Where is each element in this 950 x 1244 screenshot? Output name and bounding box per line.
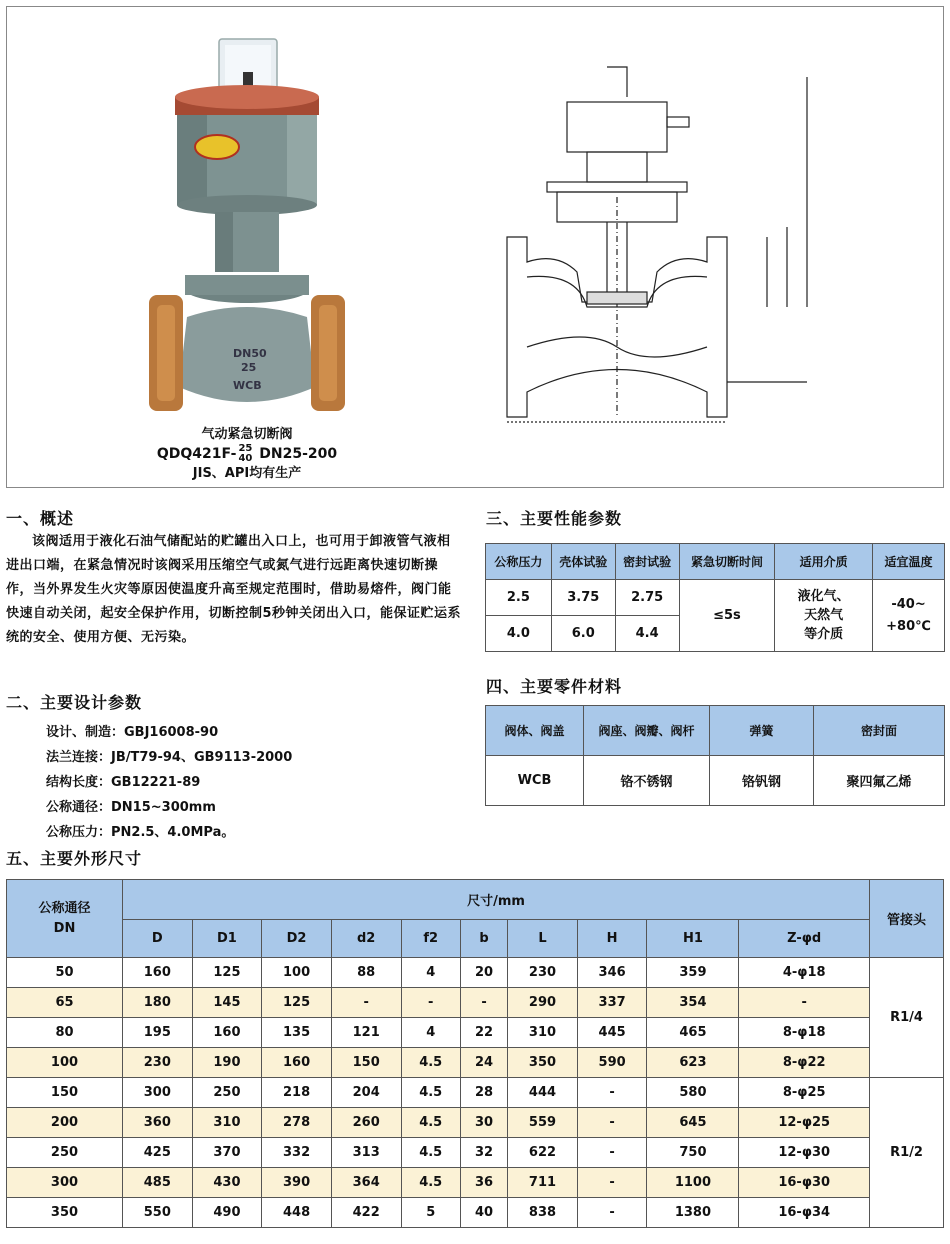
dim-col-header: D1 bbox=[192, 920, 262, 958]
dim-cell: 65 bbox=[7, 988, 123, 1018]
dim-cell: 88 bbox=[331, 958, 401, 988]
dim-cell: 28 bbox=[460, 1078, 507, 1108]
dim-cell: 204 bbox=[331, 1078, 401, 1108]
valve-photo bbox=[137, 27, 357, 427]
dim-cell: - bbox=[460, 988, 507, 1018]
body-mark-material: WCB bbox=[233, 379, 262, 392]
dim-cell: 125 bbox=[262, 988, 332, 1018]
design-item: 法兰连接：JB/T79-94、GB9113-2000 bbox=[46, 750, 293, 765]
table-row bbox=[7, 1108, 944, 1138]
dim-cell: 622 bbox=[508, 1138, 578, 1168]
dim-cell: 125 bbox=[192, 958, 262, 988]
dim-cell: 36 bbox=[460, 1168, 507, 1198]
perf-cell: 2.75 bbox=[615, 580, 679, 616]
dim-cell: 750 bbox=[647, 1138, 739, 1168]
dim-cell: 145 bbox=[192, 988, 262, 1018]
dim-cell: 300 bbox=[7, 1168, 123, 1198]
dim-cell: 360 bbox=[123, 1108, 193, 1138]
dim-cell: 16-φ30 bbox=[739, 1168, 870, 1198]
dim-cell: 711 bbox=[508, 1168, 578, 1198]
perf-cell: 2.5 bbox=[486, 580, 552, 616]
table-row bbox=[7, 958, 944, 988]
dim-cell: 430 bbox=[192, 1168, 262, 1198]
dim-cell: 150 bbox=[331, 1048, 401, 1078]
dim-cell: 135 bbox=[262, 1018, 332, 1048]
dim-cell: - bbox=[577, 1108, 647, 1138]
dim-cell: 313 bbox=[331, 1138, 401, 1168]
dim-cell: 100 bbox=[7, 1048, 123, 1078]
table-row bbox=[7, 1018, 944, 1048]
dim-cell: - bbox=[331, 988, 401, 1018]
dim-cell: 22 bbox=[460, 1018, 507, 1048]
dim-col-header: H bbox=[577, 920, 647, 958]
perf-header: 密封试验 bbox=[615, 544, 679, 580]
mat-header: 弹簧 bbox=[710, 706, 814, 756]
dim-cell: 12-φ25 bbox=[739, 1108, 870, 1138]
perf-header: 公称压力 bbox=[486, 544, 552, 580]
dim-cell: 8-φ18 bbox=[739, 1018, 870, 1048]
dim-cell: 390 bbox=[262, 1168, 332, 1198]
perf-medium: 液化气、 天然气 等介质 bbox=[775, 580, 873, 652]
dim-cell: 200 bbox=[7, 1108, 123, 1138]
perf-cell: 4.0 bbox=[486, 616, 552, 652]
perf-cut-time: ≤5s bbox=[679, 580, 775, 652]
dim-cell: 425 bbox=[123, 1138, 193, 1168]
dim-cell: 300 bbox=[123, 1078, 193, 1108]
caption-name: 气动紧急切断阀 bbox=[201, 427, 293, 442]
dim-cell: 180 bbox=[123, 988, 193, 1018]
dim-cell: 80 bbox=[7, 1018, 123, 1048]
perf-header: 适用介质 bbox=[775, 544, 873, 580]
dim-cell: 50 bbox=[7, 958, 123, 988]
dim-cell: 278 bbox=[262, 1108, 332, 1138]
dim-cell: 4.5 bbox=[401, 1108, 460, 1138]
dim-cell: - bbox=[577, 1138, 647, 1168]
dim-cell: 550 bbox=[123, 1198, 193, 1228]
dim-cell: 465 bbox=[647, 1018, 739, 1048]
dim-col-header: Z-φd bbox=[739, 920, 870, 958]
table-row bbox=[7, 1078, 944, 1108]
dim-cell: 310 bbox=[192, 1108, 262, 1138]
table-row bbox=[7, 1198, 944, 1228]
mat-header: 密封面 bbox=[814, 706, 945, 756]
dim-col-header: L bbox=[508, 920, 578, 958]
dim-cell: - bbox=[401, 988, 460, 1018]
dim-cell: 160 bbox=[123, 958, 193, 988]
perf-temp: -40~ +80℃ bbox=[873, 580, 945, 652]
perf-cell: 3.75 bbox=[551, 580, 615, 616]
design-title: 二、主要设计参数 bbox=[6, 693, 143, 712]
dim-cell: 230 bbox=[508, 958, 578, 988]
dim-cell: 485 bbox=[123, 1168, 193, 1198]
dim-cell: 1100 bbox=[647, 1168, 739, 1198]
mat-header: 阀体、阀盖 bbox=[486, 706, 584, 756]
mat-header: 阀座、阀瓣、阀杆 bbox=[584, 706, 710, 756]
dim-cell: 590 bbox=[577, 1048, 647, 1078]
dn-header: 公称通径 DN bbox=[7, 880, 123, 958]
pipe-joint-cell: R1/4 bbox=[870, 958, 944, 1078]
dim-cell: 30 bbox=[460, 1108, 507, 1138]
dim-cell: 290 bbox=[508, 988, 578, 1018]
dim-cell: 444 bbox=[508, 1078, 578, 1108]
perf-header: 壳体试验 bbox=[551, 544, 615, 580]
mat-cell: 聚四氟乙烯 bbox=[814, 756, 945, 806]
dim-cell: - bbox=[577, 1168, 647, 1198]
design-item: 设计、制造：GBJ16008-90 bbox=[46, 725, 219, 740]
table-row bbox=[7, 1048, 944, 1078]
dim-cell: 364 bbox=[331, 1168, 401, 1198]
dim-cell: 12-φ30 bbox=[739, 1138, 870, 1168]
body-mark-pn: 25 bbox=[241, 361, 257, 374]
dim-cell: 346 bbox=[577, 958, 647, 988]
dim-cell: 218 bbox=[262, 1078, 332, 1108]
dim-cell: 490 bbox=[192, 1198, 262, 1228]
design-params bbox=[46, 720, 292, 845]
dim-col-header: D2 bbox=[262, 920, 332, 958]
performance-title: 三、主要性能参数 bbox=[486, 509, 623, 528]
caption-standards: JIS、API均有生产 bbox=[192, 466, 302, 481]
dim-cell: 445 bbox=[577, 1018, 647, 1048]
dim-cell: 4.5 bbox=[401, 1168, 460, 1198]
dim-cell: 8-φ22 bbox=[739, 1048, 870, 1078]
dim-col-header: D bbox=[123, 920, 193, 958]
table-row bbox=[7, 1168, 944, 1198]
dim-col-header: H1 bbox=[647, 920, 739, 958]
overview-title: 一、概述 bbox=[6, 509, 75, 528]
dim-cell: - bbox=[739, 988, 870, 1018]
overview-text: 该阀适用于液化石油气储配站的贮罐出入口上，也可用于卸液管气液相进出口端，在紧急情况时该阀采用压缩空气或氮气进行远距离快速切断操作，当外界发生火灾等原因使温度升高至规定范围时，借助易熔件，阀门能快速自动关闭，起安全保护作用，切断控制5秒钟关闭出入口，能保证贮运系统的安全、使用方便、无污染。 bbox=[6, 534, 462, 645]
dim-cell: 230 bbox=[123, 1048, 193, 1078]
dim-cell: 24 bbox=[460, 1048, 507, 1078]
dim-cell: 100 bbox=[262, 958, 332, 988]
table-row bbox=[7, 988, 944, 1018]
dim-cell: 40 bbox=[460, 1198, 507, 1228]
dim-col-header: b bbox=[460, 920, 507, 958]
dim-cell: 332 bbox=[262, 1138, 332, 1168]
dim-cell: 20 bbox=[460, 958, 507, 988]
caption-model: QDQ421F- 25 40 DN25-200 bbox=[156, 443, 338, 464]
dim-cell: 16-φ34 bbox=[739, 1198, 870, 1228]
design-item: 公称通径：DN15~300mm bbox=[46, 800, 216, 815]
dim-cell: 160 bbox=[192, 1018, 262, 1048]
perf-header: 适宜温度 bbox=[873, 544, 945, 580]
dim-cell: - bbox=[577, 1078, 647, 1108]
dim-cell: 838 bbox=[508, 1198, 578, 1228]
dim-cell: 121 bbox=[331, 1018, 401, 1048]
dim-cell: 8-φ25 bbox=[739, 1078, 870, 1108]
dim-cell: 150 bbox=[7, 1078, 123, 1108]
size-header: 尺寸/mm bbox=[123, 880, 870, 920]
dim-cell: 4 bbox=[401, 1018, 460, 1048]
dim-cell: 195 bbox=[123, 1018, 193, 1048]
dim-cell: 250 bbox=[7, 1138, 123, 1168]
dim-cell: 190 bbox=[192, 1048, 262, 1078]
performance-table bbox=[485, 543, 945, 652]
mat-cell: 铬钒钢 bbox=[710, 756, 814, 806]
dim-cell: 354 bbox=[647, 988, 739, 1018]
dim-cell: 448 bbox=[262, 1198, 332, 1228]
perf-cell: 6.0 bbox=[551, 616, 615, 652]
dim-cell: 4.5 bbox=[401, 1078, 460, 1108]
figure-box bbox=[6, 6, 944, 488]
dim-cell: 160 bbox=[262, 1048, 332, 1078]
perf-cell: 4.4 bbox=[615, 616, 679, 652]
dimensions-title: 五、主要外形尺寸 bbox=[6, 849, 143, 868]
perf-header: 紧急切断时间 bbox=[679, 544, 775, 580]
dim-cell: 350 bbox=[508, 1048, 578, 1078]
dim-cell: 4.5 bbox=[401, 1048, 460, 1078]
dim-cell: 645 bbox=[647, 1108, 739, 1138]
dim-cell: 4 bbox=[401, 958, 460, 988]
model-fraction: 25 40 bbox=[238, 443, 253, 464]
dim-cell: 559 bbox=[508, 1108, 578, 1138]
pipe-joint-cell: R1/2 bbox=[870, 1078, 944, 1228]
dim-cell: 4-φ18 bbox=[739, 958, 870, 988]
dim-cell: 32 bbox=[460, 1138, 507, 1168]
pipe-header: 管接头 bbox=[870, 880, 944, 958]
body-mark-dn: DN50 bbox=[233, 347, 267, 360]
technical-drawing bbox=[487, 47, 817, 437]
mat-cell: 铬不锈钢 bbox=[584, 756, 710, 806]
materials-table bbox=[485, 705, 945, 806]
dim-cell: 5 bbox=[401, 1198, 460, 1228]
dim-col-header: d2 bbox=[331, 920, 401, 958]
mat-cell: WCB bbox=[486, 756, 584, 806]
dim-cell: 337 bbox=[577, 988, 647, 1018]
dim-cell: 422 bbox=[331, 1198, 401, 1228]
figure-caption bbox=[112, 425, 382, 483]
dim-cell: 350 bbox=[7, 1198, 123, 1228]
dim-cell: 4.5 bbox=[401, 1138, 460, 1168]
dim-cell: - bbox=[577, 1198, 647, 1228]
dimensions-table bbox=[6, 879, 944, 1228]
design-item: 公称压力：PN2.5、4.0MPa。 bbox=[46, 825, 235, 840]
dim-cell: 250 bbox=[192, 1078, 262, 1108]
dim-cell: 580 bbox=[647, 1078, 739, 1108]
design-item: 结构长度：GB12221-89 bbox=[46, 775, 201, 790]
dim-col-header: f2 bbox=[401, 920, 460, 958]
dim-cell: 260 bbox=[331, 1108, 401, 1138]
table-row bbox=[7, 1138, 944, 1168]
dim-cell: 370 bbox=[192, 1138, 262, 1168]
materials-title: 四、主要零件材料 bbox=[486, 677, 623, 696]
dim-cell: 1380 bbox=[647, 1198, 739, 1228]
dim-cell: 310 bbox=[508, 1018, 578, 1048]
dim-cell: 623 bbox=[647, 1048, 739, 1078]
dim-cell: 359 bbox=[647, 958, 739, 988]
